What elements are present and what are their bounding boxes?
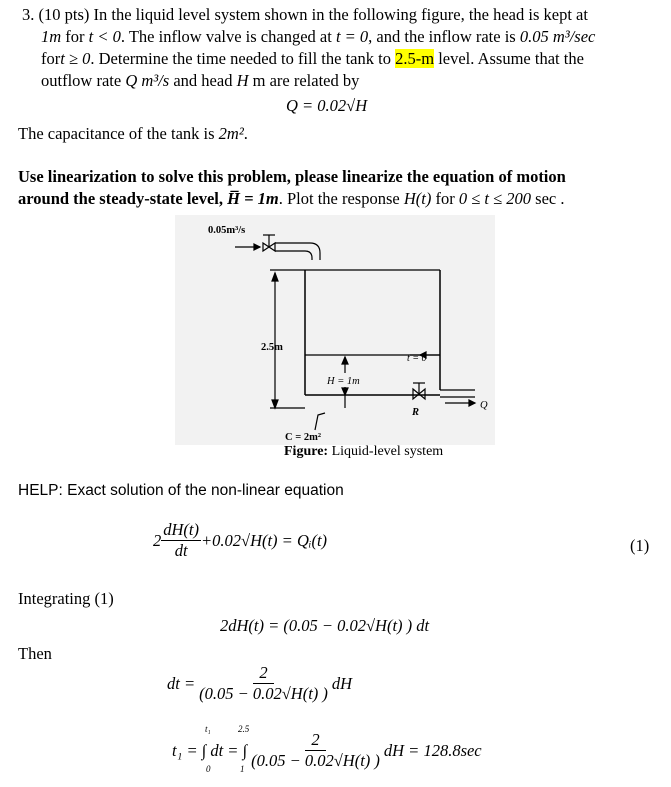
eq4-fraction	[251, 730, 380, 771]
instruction-line-1: Use linearization to solve this problem, please linearize the equation of motion	[18, 167, 566, 186]
problem-text: outflow rate	[41, 71, 122, 90]
problem-text: and head	[173, 71, 233, 90]
caption-bold: Figure:	[284, 444, 329, 459]
inflow-rate: 0.05 m³/sec	[519, 27, 596, 46]
height-label: 2.5m	[261, 342, 283, 353]
equation-number: (1)	[630, 536, 650, 555]
problem-text: .	[243, 124, 248, 143]
time-range: 0 ≤ t ≤ 200	[458, 189, 532, 208]
problem-text: . The inflow valve is changed at	[120, 27, 332, 46]
integral-1-lower: 0	[206, 764, 211, 774]
response-symbol: H(t)	[403, 189, 432, 208]
inflow-label: 0.05m³/s	[208, 225, 246, 236]
outflow-units: Q m³/s	[125, 71, 170, 90]
head-symbol: H	[236, 71, 249, 90]
figure-background	[175, 215, 495, 445]
integral-1-upper: t₁	[205, 724, 211, 734]
eq4-numerator: 2	[305, 730, 325, 751]
equation-2: 2dH(t) = (0.05 − 0.02√H(t) ) dt	[220, 616, 430, 635]
eq3-numerator: 2	[253, 663, 273, 684]
integral-2-upper: 2.5	[238, 724, 250, 734]
problem-text: The capacitance of the tank is	[18, 124, 215, 143]
problem-text: , and the inflow rate is	[368, 27, 516, 46]
problem-line-2	[41, 27, 595, 47]
problem-text: In the liquid level system shown in the following figure, the head is kept at	[93, 5, 588, 24]
initial-head: 1m	[41, 27, 62, 46]
eq1-coefficient: 2	[153, 530, 162, 550]
outflow-label: Q	[480, 400, 488, 411]
problem-text: level. Assume that the	[438, 49, 584, 68]
time-condition: t ≥ 0	[60, 49, 91, 68]
liquid-level-figure	[175, 215, 495, 445]
problem-text: for	[41, 49, 61, 68]
valve-label: R	[412, 407, 420, 418]
problem-text: m are related by	[252, 71, 360, 90]
t0-label: t = 0	[407, 353, 427, 364]
problem-line-3	[41, 49, 584, 69]
eq3-rhs: dH	[331, 673, 353, 693]
figure-caption	[284, 444, 443, 460]
eq1-fraction	[161, 520, 201, 561]
capacitance-line	[18, 124, 248, 144]
relation-equation: Q = 0.02√H	[286, 96, 368, 115]
integrating-label: Integrating (1)	[18, 589, 114, 608]
eq1-denominator: dt	[174, 541, 188, 560]
problem-text: . Determine the time needed to fill the tank to	[90, 49, 391, 68]
capacitance-label: C = 2m²	[285, 432, 321, 443]
integral-2-lower: 1	[240, 764, 245, 774]
then-label: Then	[18, 644, 52, 663]
equation-4	[172, 730, 482, 771]
time-condition: t < 0	[88, 27, 121, 46]
eq1-remainder: +0.02√H(t) = Qᵢ(t)	[201, 530, 328, 550]
problem-number: 3.	[22, 5, 35, 24]
eq3-denominator: (0.05 − 0.02√H(t) )	[199, 684, 328, 703]
problem-line-4	[41, 71, 359, 91]
problem-text: for	[65, 27, 85, 46]
equation-3	[167, 663, 352, 704]
eq4-denominator: (0.05 − 0.02√H(t) )	[251, 751, 380, 770]
eq1-numerator: dH(t)	[163, 520, 199, 539]
instruction-line-2	[18, 189, 565, 209]
help-heading: HELP: Exact solution of the non-linear equation	[18, 482, 344, 499]
highlighted-level: 2.5-m	[395, 49, 435, 68]
instruction-text: . Plot the response	[278, 189, 400, 208]
instruction-text: around the steady-state level,	[18, 189, 224, 208]
time-condition: t = 0	[335, 27, 369, 46]
steady-state-level: H̅ = 1m	[227, 189, 279, 208]
eq3-fraction	[199, 663, 328, 704]
eq4-rhs: dH = 128.8sec	[383, 740, 482, 760]
capacitance-value: 2m²	[218, 124, 244, 143]
head-label: H = 1m	[327, 376, 360, 387]
equation-1	[153, 520, 327, 561]
problem-line-1	[22, 5, 588, 25]
eq3-lhs: dt =	[167, 673, 196, 693]
instruction-text: sec .	[535, 189, 565, 208]
caption-text: Liquid-level system	[331, 444, 444, 459]
eq4-lhs: t₁ = ∫ dt = ∫	[172, 740, 248, 760]
problem-points: (10 pts)	[38, 5, 90, 24]
instruction-text: for	[435, 189, 455, 208]
